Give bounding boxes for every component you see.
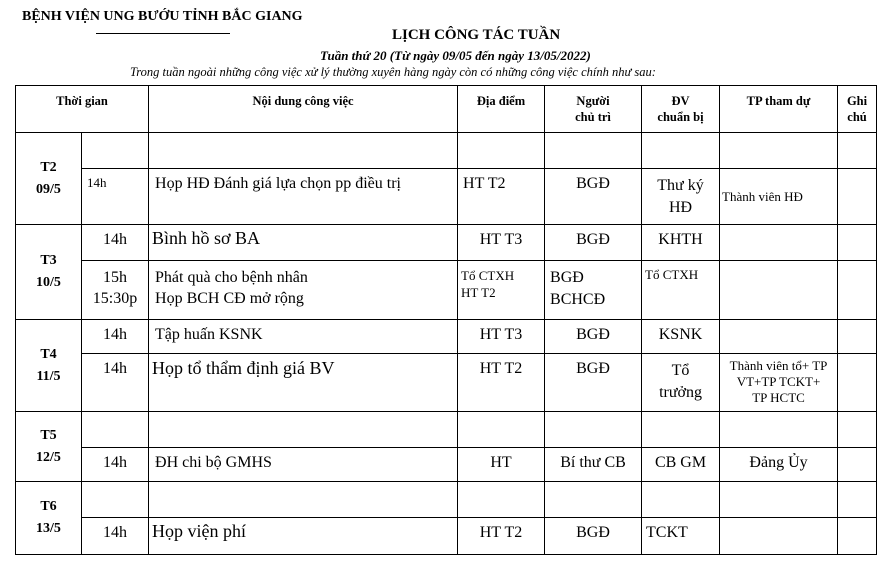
event-prep: CB GM [642,448,720,482]
col-place: Địa điểm [458,86,545,133]
event-time: 14h [82,448,149,482]
day-tuesday: T3 10/5 [16,225,82,320]
col-chair: Người chủ trì [545,86,642,133]
col-attend: TP tham dự [720,86,838,133]
col-note: Ghi chú [838,86,877,133]
event-place: HT [458,448,545,482]
event-place: HT T2 [458,169,545,225]
event-time: 14h [82,169,149,225]
event-chair: BGĐ [545,518,642,555]
event-content: Họp HĐ Đánh giá lựa chọn pp điều trị [149,169,458,225]
event-time: 15h 15:30p [82,261,149,320]
intro-note: Trong tuần ngoài những công việc xử lý thường xuyên hàng ngày còn có những công việc chính như sau: [130,65,656,79]
event-time: 14h [82,320,149,354]
day-wednesday: T4 11/5 [16,320,82,412]
table-row [16,518,877,555]
col-prep: ĐV chuẩn bị [642,86,720,133]
schedule-table [15,85,877,555]
event-prep: Tổ CTXH [642,261,720,320]
table-row [16,261,877,320]
table-row [16,169,877,225]
event-place: Tổ CTXH HT T2 [458,261,545,320]
event-chair: BGĐ [545,354,642,412]
hospital-name: BỆNH VIỆN UNG BƯỚU TỈNH BẮC GIANG [22,9,303,24]
event-place: HT T2 [458,354,545,412]
header-row [16,86,877,133]
table-row [16,133,877,169]
table-row [16,448,877,482]
hospital-underline [96,33,230,34]
event-content: Phát quà cho bệnh nhân Họp BCH CĐ mở rộng [149,261,458,320]
event-attend: Thành viên HĐ [720,169,838,225]
event-time: 14h [82,225,149,261]
col-time: Thời gian [16,86,149,133]
table-row [16,320,877,354]
event-content: Họp viện phí [149,518,458,555]
day-friday: T6 13/5 [16,482,82,555]
event-chair: Bí thư CB [545,448,642,482]
event-prep: Tổ trưởng [642,354,720,412]
event-content: Họp tổ thẩm định giá BV [149,354,458,412]
col-content: Nội dung công việc [149,86,458,133]
event-place: HT T3 [458,320,545,354]
event-prep: Thư ký HĐ [642,169,720,225]
day-monday: T2 09/5 [16,133,82,225]
event-prep: TCKT [642,518,720,555]
event-chair: BGĐ [545,169,642,225]
event-chair: BGĐ [545,320,642,354]
event-time: 14h [82,518,149,555]
event-attend: Thành viên tổ+ TP VT+TP TCKT+ TP HCTC [720,354,838,412]
event-chair: BGĐ [545,225,642,261]
event-chair: BGĐ BCHCĐ [545,261,642,320]
week-range: Tuần thứ 20 (Từ ngày 09/05 đến ngày 13/05/2022) [320,48,591,63]
event-place: HT T2 [458,518,545,555]
event-attend: Đảng Ủy [720,448,838,482]
event-content: Tập huấn KSNK [149,320,458,354]
table-row [16,482,877,518]
event-content: Bình hồ sơ BA [149,225,458,261]
document-title: LỊCH CÔNG TÁC TUẦN [392,27,561,43]
table-row [16,412,877,448]
table-row [16,354,877,412]
event-content: ĐH chi bộ GMHS [149,448,458,482]
event-prep: KSNK [642,320,720,354]
event-time: 14h [82,354,149,412]
table-row [16,225,877,261]
day-thursday: T5 12/5 [16,412,82,482]
event-place: HT T3 [458,225,545,261]
event-prep: KHTH [642,225,720,261]
